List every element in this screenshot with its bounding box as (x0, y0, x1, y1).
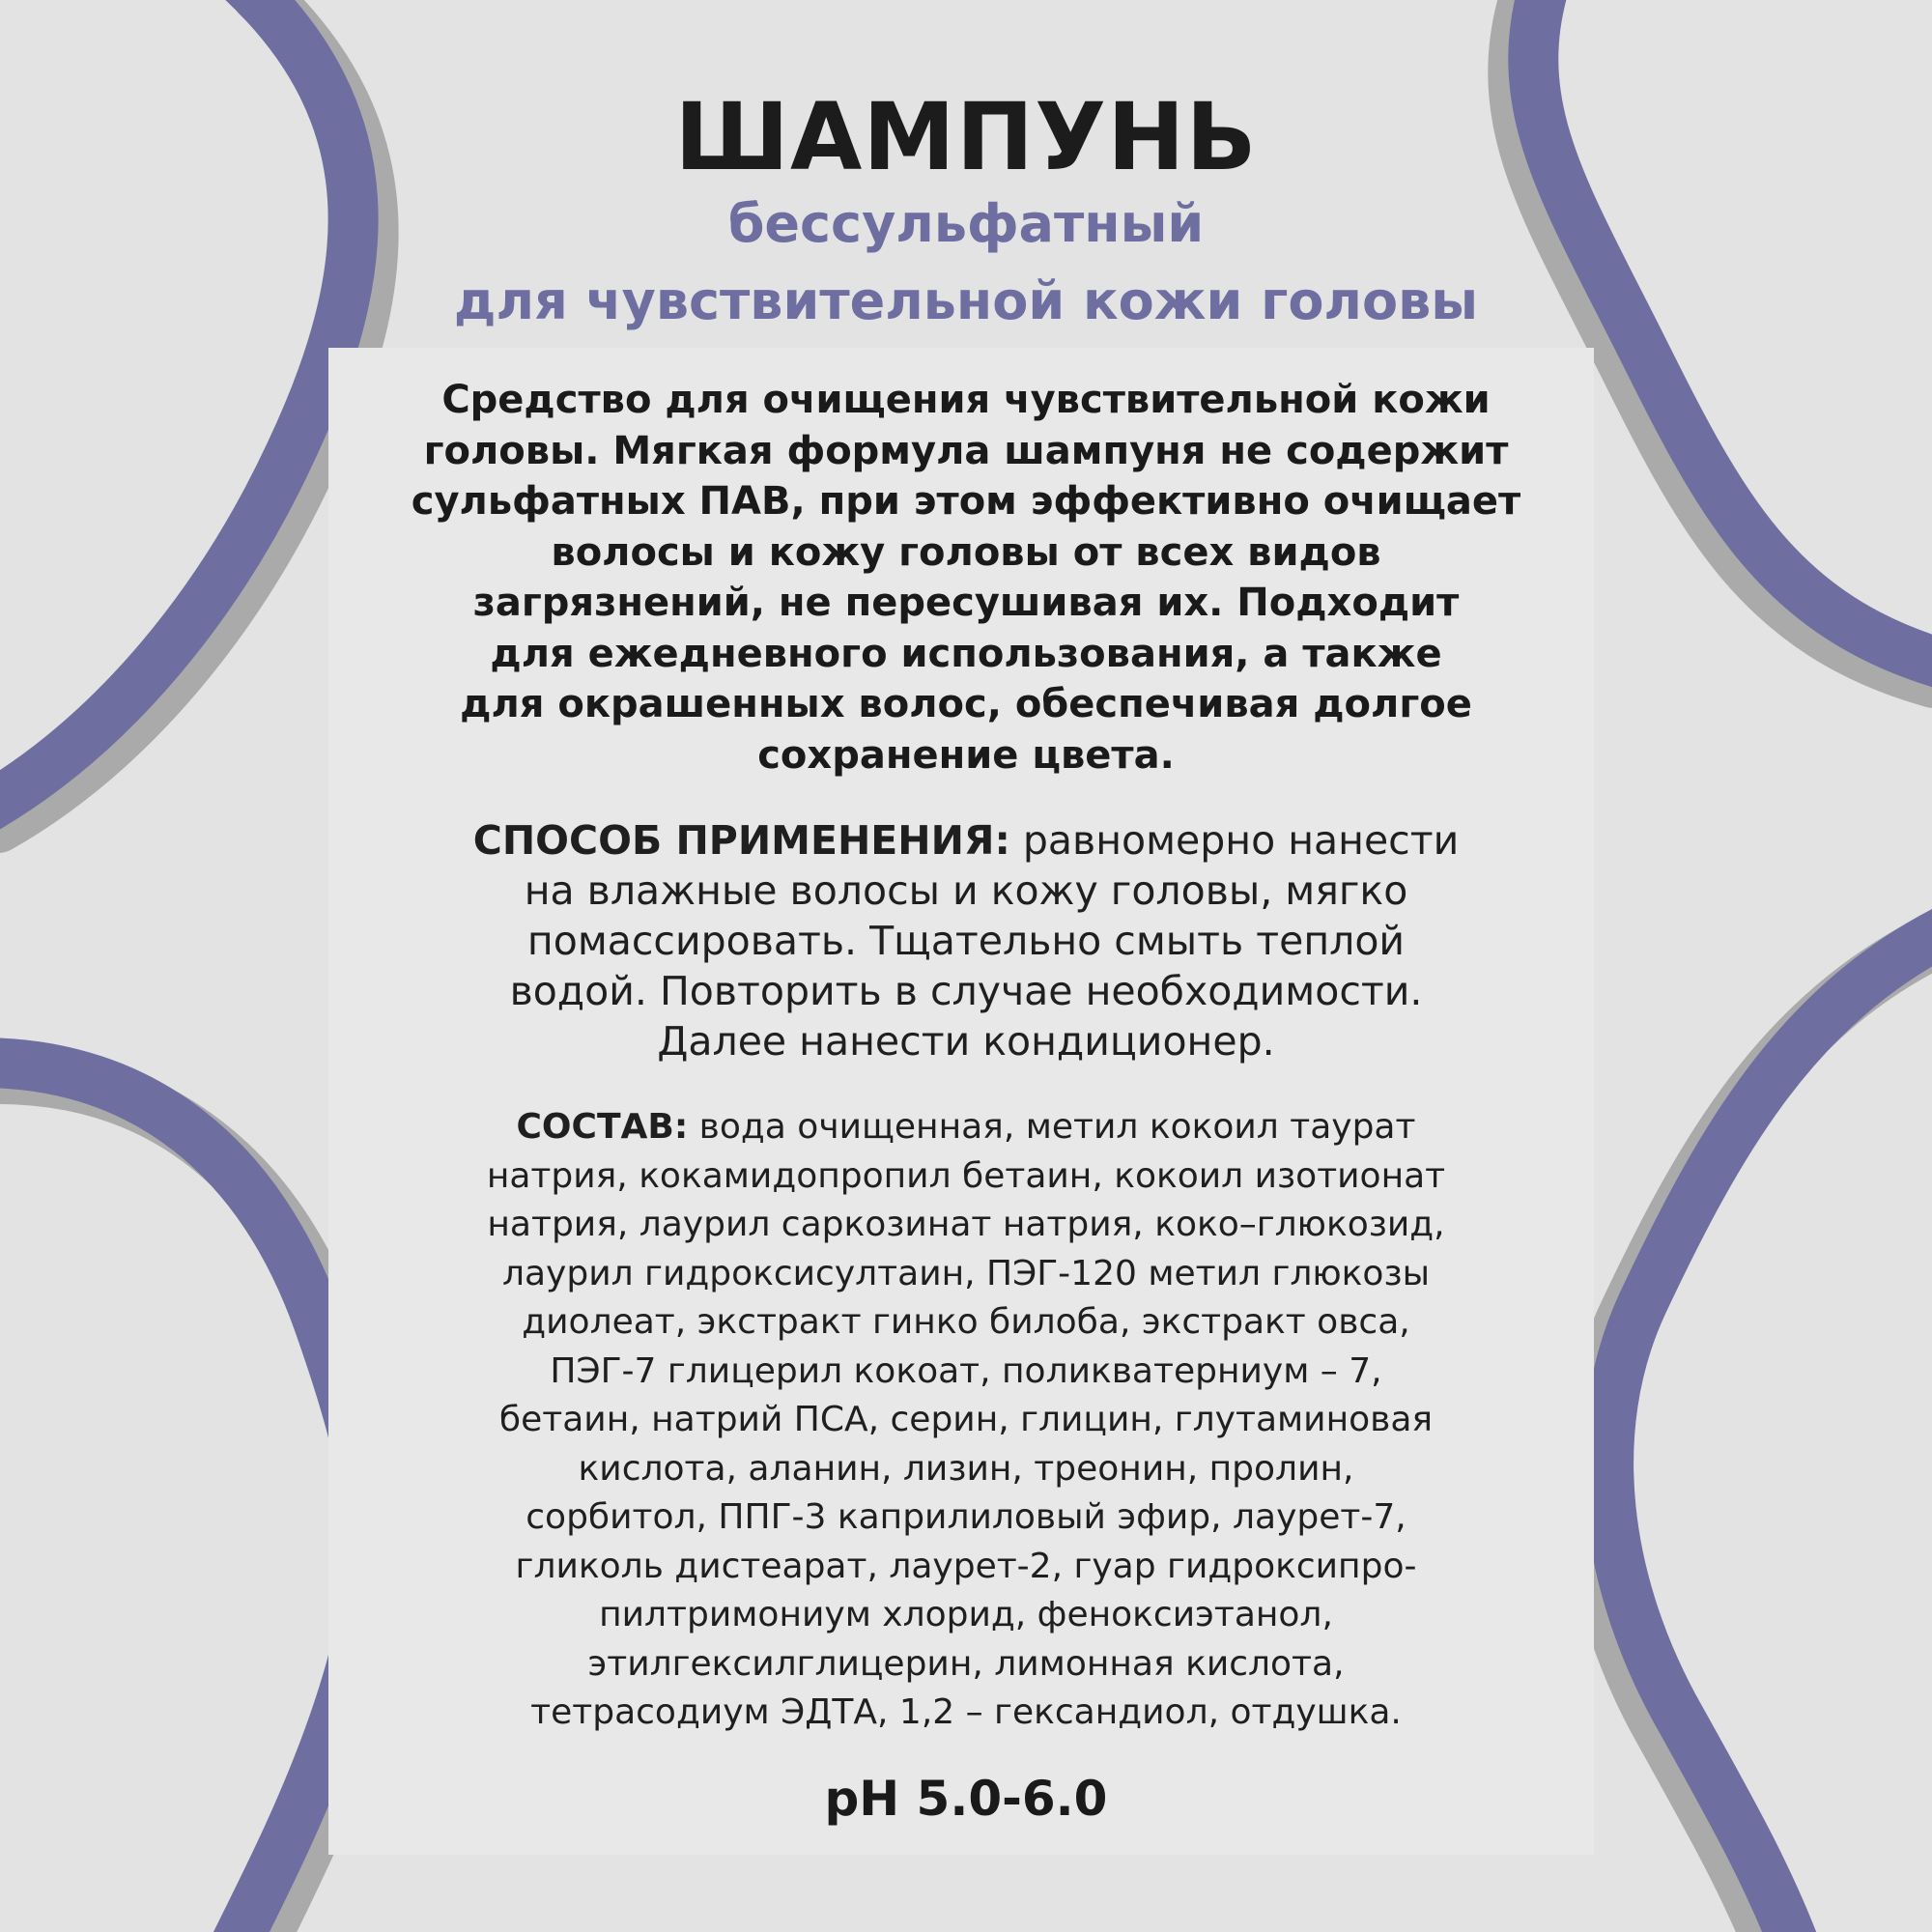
curve-bottom-left (0, 1063, 369, 1932)
description-line: головы. Мягкая формула шампуня не содержит (423, 428, 1509, 473)
description-line: Средство для очищения чувствительной кожи (441, 378, 1491, 422)
composition-first-line (328, 1103, 1604, 1152)
composition-line: бетаин, натрий ПСА, серин, глицин, глутаминовая (498, 1400, 1434, 1439)
curve-bottom-right (1608, 927, 1932, 1932)
product-description (328, 375, 1604, 781)
usage-label: СПОСОБ ПРИМЕНЕНИЯ: (472, 817, 1010, 864)
composition-line: тетрасодиум ЭДТА, 1,2 – гександиол, отдушка. (530, 1692, 1402, 1732)
product-subtitle-type: бессульфатный (727, 193, 1205, 254)
product-subtitle-purpose: для чувствительной кожи головы (453, 270, 1479, 331)
usage-text: равномерно нанести (1009, 817, 1460, 864)
composition-line: лаурил гидроксисултаин, ПЭГ-120 метил глюкозы (501, 1253, 1431, 1293)
ph-value: pH 5.0-6.0 (824, 1771, 1108, 1827)
composition-line: этилгексилглицерин, лимонная кислота, (587, 1643, 1345, 1684)
usage-line: водой. Повторить в случае необходимости. (509, 968, 1423, 1014)
composition-line: кислота, аланин, лизин, треонин, пролин, (578, 1448, 1354, 1489)
description-line: сульфатных ПАВ, при этом эффективно очищает (411, 479, 1521, 524)
usage-line: помассировать. Тщательно смыть теплой (526, 918, 1406, 964)
composition-line: сорбитол, ППГ-3 каприлиловый эфир, лаурет-7, (526, 1497, 1406, 1537)
composition-text: вода очищенная, метил кокоил таурат (688, 1107, 1416, 1147)
description-line: для окрашенных волос, обеспечивая долгое (460, 682, 1472, 726)
composition-line: ПЭГ-7 глицерил кокоат, поликватерниум – 7, (550, 1350, 1382, 1391)
composition-label: СОСТАВ: (516, 1107, 689, 1147)
composition-section (328, 1103, 1604, 1738)
usage-section (328, 815, 1604, 1066)
composition-line: гликоль дистеарат, лаурет-2, гуар гидроксипро- (515, 1546, 1417, 1586)
description-line: для ежедневного использования, а также (490, 631, 1442, 676)
description-line: волосы и кожу головы от всех видов (551, 529, 1381, 575)
product-title: ШАМПУНЬ (674, 83, 1258, 191)
usage-line: на влажные волосы и кожу головы, мягко (524, 867, 1408, 914)
description-line: загрязнений, не пересушивая их. Подходит (472, 581, 1460, 625)
composition-line: натрия, лаурил саркозинат натрия, коко–глюкозид, (487, 1205, 1445, 1244)
composition-line: натрия, кокамидопропил бетаин, кокоил изотионат (486, 1155, 1446, 1196)
composition-line: пилтримониум хлорид, феноксиэтанол, (599, 1595, 1333, 1634)
usage-first-line (328, 815, 1604, 866)
composition-line: диолеат, экстракт гинко билоба, экстракт овса, (522, 1302, 1410, 1342)
usage-line: Далее нанести кондиционер. (657, 1018, 1275, 1065)
description-line: сохранение цвета. (757, 732, 1175, 778)
